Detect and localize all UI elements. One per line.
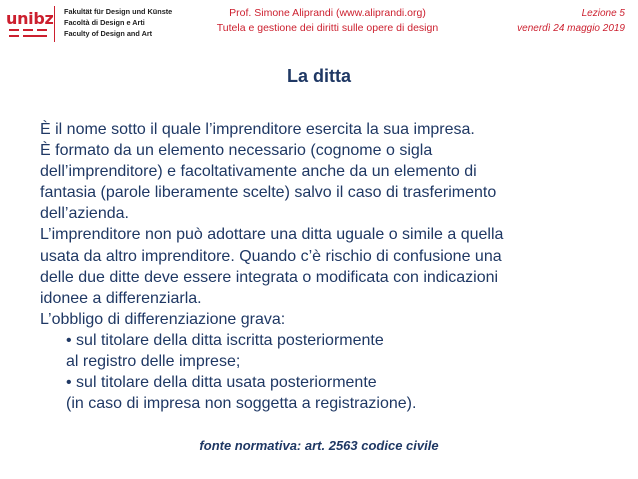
bullet-continuation: (in caso di impresa non soggetta a registrazione). xyxy=(66,395,417,413)
logo-wordmark: unibz xyxy=(6,9,54,28)
body-line: dell’azienda. xyxy=(40,205,129,223)
unibz-logo xyxy=(6,5,188,43)
body-line: delle due ditte deve essere integrata o modificata con indicazioni xyxy=(40,268,499,286)
logo-line-it: Facoltà di Design e Arti xyxy=(64,18,145,27)
body-line: È formato da un elemento necessario (cognome o sigla xyxy=(40,142,433,160)
body-line: L’obbligo di differenziazione grava: xyxy=(40,310,286,328)
header-date: venerdì 24 maggio 2019 xyxy=(517,23,625,34)
logo-line-en: Faculty of Design and Art xyxy=(64,29,153,38)
body-line: È il nome sotto il quale l’imprenditore esercita la sua impresa. xyxy=(40,121,475,138)
bullet-line: • sul titolare della ditta usata posteriormente xyxy=(66,374,377,392)
header-course: Tutela e gestione dei diritti sulle opere di design xyxy=(216,22,439,34)
body-line: usata da altro imprenditore. Quando c’è rischio di confusione una xyxy=(40,247,502,265)
bullet-line: • sul titolare della ditta iscritta posteriormente xyxy=(66,331,384,349)
header-center xyxy=(185,6,470,36)
header-author: Prof. Simone Aliprandi (www.aliprandi.org) xyxy=(229,7,426,19)
header-lesson: Lezione 5 xyxy=(581,8,625,19)
body-line: L’imprenditore non può adottare una ditta uguale o simile a quella xyxy=(40,226,504,244)
slide-title: La ditta xyxy=(286,66,351,86)
logo-separator xyxy=(54,6,55,42)
logo-bars xyxy=(9,27,51,41)
body-line: fantasia (parole liberamente scelte) salvo il caso di trasferimento xyxy=(40,184,497,202)
header-right xyxy=(475,6,625,36)
bullet-continuation: al registro delle imprese; xyxy=(66,353,241,371)
body-line: idonee a differenziarla. xyxy=(40,289,202,307)
logo-faculty-names xyxy=(64,6,172,39)
body-line: dell’imprenditore) e facoltativamente anche da un elemento di xyxy=(40,163,477,181)
legal-source: fonte normativa: art. 2563 codice civile xyxy=(199,438,439,453)
slide-body xyxy=(40,119,615,414)
logo-line-de: Fakultät für Design und Künste xyxy=(64,7,173,16)
